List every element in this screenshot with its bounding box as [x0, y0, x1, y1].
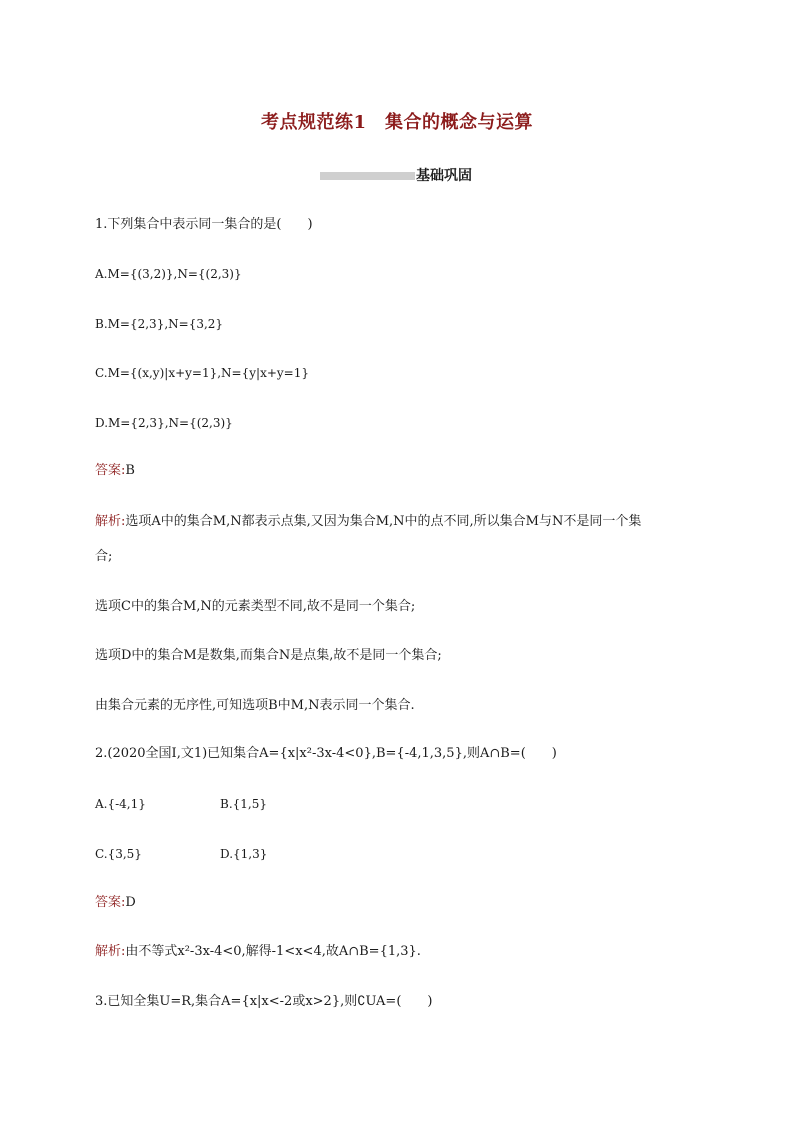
question-1-answer — [95, 462, 135, 480]
question-1-stem: 1.下列集合中表示同一集合的是( ) — [95, 217, 313, 232]
question-1-analysis-line-1-cont: 合; — [95, 549, 113, 564]
analysis-label: 解析: — [95, 944, 126, 959]
analysis-label: 解析: — [95, 514, 126, 529]
question-2-option-b: B.{1,5} — [220, 797, 267, 811]
question-1-option-a: A.M={(3,2)},N={(2,3)} — [95, 267, 242, 281]
question-2-option-d: D.{1,3} — [220, 847, 268, 861]
section-heading: 基础巩固 — [416, 168, 472, 184]
question-2-stem: 2.(2020全国Ⅰ,文1)已知集合A={x|x²-3x-4<0},B={-4,1,3,5},则A∩B=( ) — [95, 746, 557, 761]
answer-value: B — [125, 463, 135, 478]
page-title: 考点规范练1 集合的概念与运算 — [260, 112, 534, 133]
question-1-option-b: B.M={2,3},N={3,2} — [95, 317, 224, 331]
question-1-analysis-line-2: 选项C中的集合M,N的元素类型不同,故不是同一个集合; — [95, 599, 416, 614]
answer-label: 答案: — [95, 895, 126, 910]
section-divider-bar — [320, 172, 415, 180]
question-1-analysis-line-4: 由集合元素的无序性,可知选项B中M,N表示同一个集合. — [95, 698, 415, 713]
question-2-analysis — [95, 943, 421, 961]
question-1-analysis-line-3: 选项D中的集合M是数集,而集合N是点集,故不是同一个集合; — [95, 648, 442, 663]
question-2-option-c: C.{3,5} — [95, 847, 142, 861]
answer-value: D — [125, 895, 136, 910]
analysis-text: 由不等式x²-3x-4<0,解得-1<x<4,故A∩B={1,3}. — [125, 944, 421, 959]
question-2-answer — [95, 894, 136, 912]
analysis-text: 选项A中的集合M,N都表示点集,又因为集合M,N中的点不同,所以集合M与N不是同一个集 — [125, 514, 642, 529]
answer-label: 答案: — [95, 463, 126, 478]
question-1-analysis-line-1 — [95, 513, 641, 531]
question-1-option-d: D.M={2,3},N={(2,3)} — [95, 416, 233, 430]
question-3-stem: 3.已知全集U=R,集合A={x|x<-2或x>2},则∁UA=( ) — [95, 994, 433, 1009]
question-1-option-c: C.M={(x,y)|x+y=1},N={y|x+y=1} — [95, 366, 309, 380]
question-2-option-a: A.{-4,1} — [95, 797, 146, 811]
